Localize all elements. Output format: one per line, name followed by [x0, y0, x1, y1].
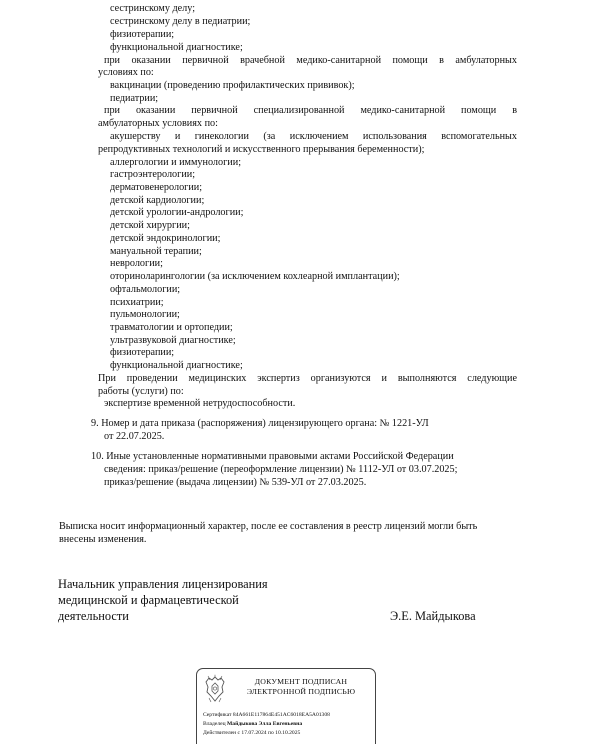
list-item: сестринскому делу в педиатрии;	[110, 16, 251, 27]
notice-line-1: Выписка носит информационный характер, после ее составления в реестр лицензий могли быть	[59, 521, 478, 532]
paragraph-line: репродуктивных технологий и искусственного прерывания беременности);	[98, 144, 425, 155]
stamp-certificate-number: 84A661E117864E451AC6018EA5A01308	[232, 712, 330, 718]
list-item: аллергологии и иммунологии;	[110, 157, 242, 168]
item-10-line-3: приказ/решение (выдача лицензии) № 539-УЛ от 27.03.2025.	[104, 477, 367, 488]
stamp-certificate	[203, 712, 330, 719]
list-item: гастроэнтерологии;	[110, 169, 196, 180]
list-item: физиотерапии;	[110, 347, 175, 358]
list-item: детской кардиологии;	[110, 195, 205, 206]
signatory-name: Э.Е. Майдыкова	[390, 609, 476, 623]
electronic-signature-stamp	[196, 668, 376, 744]
list-item: неврологии;	[110, 258, 163, 269]
list-item: ультразвуковой диагностике;	[110, 335, 236, 346]
stamp-owner	[203, 721, 302, 728]
list-item: пульмонологии;	[110, 309, 180, 320]
paragraph-line: при оказании первичной специализированной медико-санитарной помощи в	[104, 105, 517, 116]
list-item: функциональной диагностике;	[110, 42, 243, 53]
paragraph-line: работы (услуги) по:	[98, 386, 184, 397]
list-item: мануальной терапии;	[110, 246, 202, 257]
paragraph-line: амбулаторных условиях по:	[98, 118, 218, 129]
paragraph-line: При проведении медицинских экспертиз организуются и выполняются следующие	[98, 373, 517, 384]
notice-line-2: внесены изменения.	[59, 534, 147, 545]
list-item: дерматовенерологии;	[110, 182, 203, 193]
list-item: офтальмологии;	[110, 284, 181, 295]
paragraph-line: при оказании первичной врачебной медико-санитарной помощи в амбулаторных	[104, 55, 517, 66]
coat-of-arms-icon	[203, 674, 227, 704]
list-item: оториноларингологии (за исключением кохлеарной имплантации);	[110, 271, 400, 282]
signatory-title-line-3: деятельности	[58, 609, 129, 623]
list-item: педиатрии;	[110, 93, 159, 104]
list-item: экспертизе временной нетрудоспособности.	[104, 398, 296, 409]
stamp-title-line-1: ДОКУМЕНТ ПОДПИСАН	[254, 677, 348, 686]
item-10-line-1: 10. Иные установленные нормативными правовыми актами Российской Федерации	[91, 451, 454, 462]
stamp-owner-label: Владелец	[203, 721, 226, 727]
list-item: функциональной диагностике;	[110, 360, 243, 371]
list-item: сестринскому делу;	[110, 3, 196, 14]
list-item: детской эндокринологии;	[110, 233, 221, 244]
item-10-line-2: сведения: приказ/решение (переоформление лицензии) № 1112-УЛ от 03.07.2025;	[104, 464, 458, 475]
list-item: вакцинации (проведению профилактических прививок);	[110, 80, 355, 91]
signatory-title-line-1: Начальник управления лицензирования	[58, 577, 268, 591]
paragraph-line: акушерству и гинекологии (за исключением использования вспомогательных	[110, 131, 517, 142]
item-9-line-1: 9. Номер и дата приказа (распоряжения) лицензирующего органа: № 1221-УЛ	[91, 418, 429, 429]
list-item: детской урологии-андрологии;	[110, 207, 244, 218]
list-item: детской хирургии;	[110, 220, 190, 231]
stamp-validity: Действителен с 17.07.2024 по 10.10.2025	[203, 730, 301, 736]
signatory-title-line-2: медицинской и фармацевтической	[58, 593, 239, 607]
stamp-title-line-2: ЭЛЕКТРОННОЙ ПОДПИСЬЮ	[246, 687, 356, 696]
paragraph-line: условиях по:	[98, 67, 154, 78]
stamp-certificate-label: Сертификат	[203, 712, 232, 718]
list-item: физиотерапии;	[110, 29, 175, 40]
item-9-line-2: от 22.07.2025.	[104, 431, 165, 442]
list-item: травматологии и ортопедии;	[110, 322, 233, 333]
stamp-owner-name: Майдыкова Элла Евгеньевна	[227, 721, 303, 727]
list-item: психиатрии;	[110, 297, 164, 308]
